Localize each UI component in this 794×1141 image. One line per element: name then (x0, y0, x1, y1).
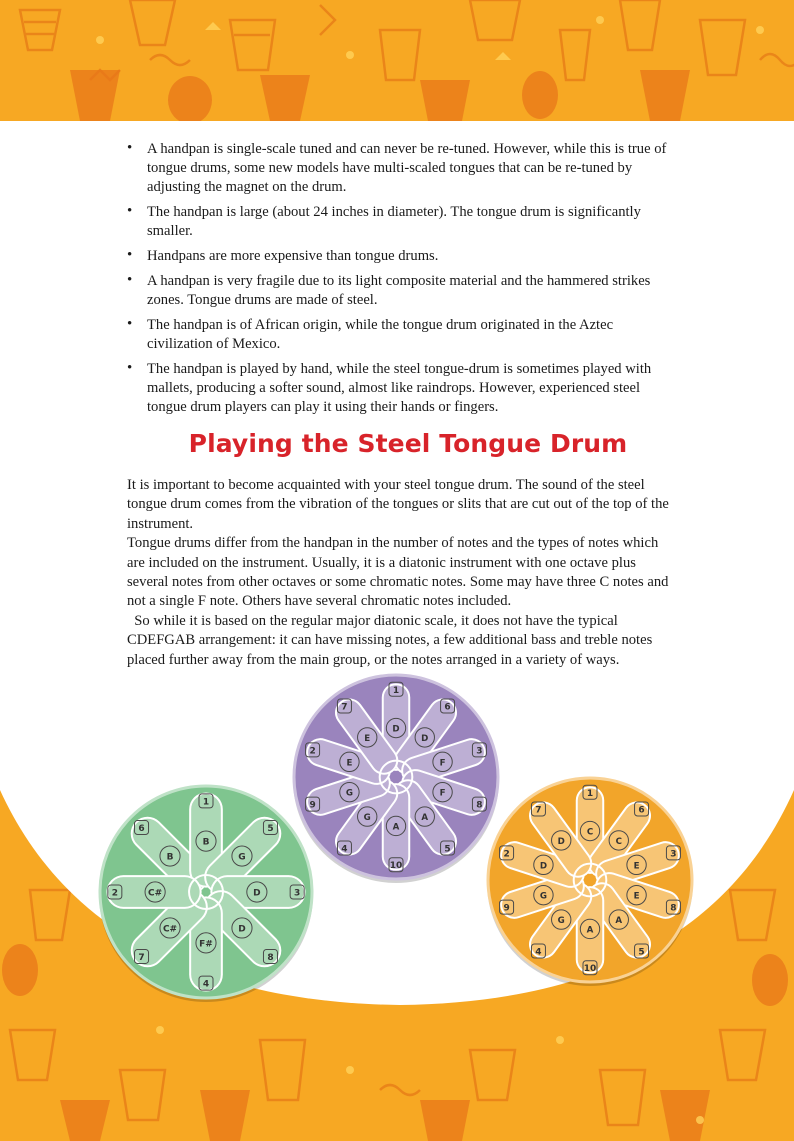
tongue-number-label: 7 (341, 702, 348, 713)
tongue-number-label: 6 (638, 805, 645, 816)
tongue-number-label: 4 (202, 979, 210, 990)
bullet-text: The handpan is played by hand, while the steel tongue-drum is sometimes played with mallets, producing a softer sound, almost like raindrops. However, experienced steel tongue drum players can play it using their hands or fingers. (147, 361, 652, 415)
bullet-item (127, 203, 667, 241)
tongue-note-label: A (586, 925, 594, 936)
bullet-glyph: • (127, 140, 133, 156)
tongue-note-label: C# (148, 888, 163, 899)
tongue-note-label: D (557, 836, 565, 847)
tongue-number-label: 3 (670, 849, 677, 860)
green-tongue-drum-diagram (94, 780, 318, 1004)
tongue-note-label: C (586, 827, 594, 838)
bullet-glyph: • (127, 272, 133, 288)
section-title: Playing the Steel Tongue Drum (188, 429, 628, 458)
tongue-number-label: 1 (392, 685, 400, 696)
bullet-glyph: • (127, 203, 133, 219)
tongue-note-label: D (539, 861, 548, 872)
orange-tongue-drum-diagram (482, 772, 698, 988)
body-text (127, 476, 672, 670)
tongue-note-label: E (346, 758, 353, 769)
tongue-number-label: 8 (670, 903, 677, 914)
tongue-note-label: G (238, 852, 246, 863)
tongue-note-label: D (392, 724, 400, 735)
tongue-number-label: 2 (309, 746, 316, 757)
tongue-note-label: B (202, 837, 210, 848)
tongue-number-label: 6 (138, 824, 145, 835)
tongue-note-label: D (253, 888, 261, 899)
tongue-note-label: G (539, 891, 547, 902)
bullet-text: Handpans are more expensive than tongue drums. (147, 248, 439, 264)
tongue-number-label: 4 (341, 844, 348, 855)
orange-drum-svg (482, 772, 698, 988)
bullet-item (127, 247, 667, 266)
bullet-item (127, 360, 667, 417)
tongue-note-label: G (363, 813, 371, 824)
tongue-note-label: C (615, 836, 622, 847)
purple-drum-svg (288, 669, 504, 885)
tongue-number-label: 10 (389, 861, 403, 872)
tongue-note-label: F# (199, 939, 213, 950)
tongue-number-label: 5 (267, 824, 274, 835)
bullet-text: A handpan is single-scale tuned and can never be re-tuned. However, while this is true of tongue drums, some new models have multi-scaled tongues that can be re-tuned by adjusting the magnet on the drum. (147, 141, 667, 195)
bullet-text: The handpan is of African origin, while the tongue drum originated in the Aztec civilization of Mexico. (147, 317, 614, 352)
paragraph: Tongue drums differ from the handpan in the number of notes and the types of notes which are included on the instrument. Usually, it is a diatonic instrument with one octave plus several notes from other octaves or some chromatic notes. Some may have three C notes and not a single F note. Others have several chromatic notes included. (127, 535, 669, 610)
bullet-text: The handpan is large (about 24 inches in diameter). The tongue drum is significantly smaller. (147, 204, 641, 239)
tongue-number-label: 2 (111, 888, 118, 899)
bullet-item (127, 272, 667, 310)
tongue-number-label: 4 (535, 947, 542, 958)
tongue-note-label: A (392, 822, 400, 833)
tongue-number-label: 1 (202, 797, 210, 808)
bullet-text: A handpan is very fragile due to its light composite material and the hammered strikes zones. Tongue drums are made of steel. (147, 273, 651, 308)
paragraph: It is important to become acquainted with your steel tongue drum. The sound of the steel tongue drum comes from the vibration of the tongues or slits that are cut out of the top of the instrument. (127, 477, 669, 532)
tongue-note-label: E (633, 861, 640, 872)
tongue-note-label: F (439, 788, 446, 799)
tongue-number-label: 5 (444, 844, 451, 855)
bullet-glyph: • (127, 247, 133, 263)
tongue-number-label: 7 (138, 952, 145, 963)
tongue-number-label: 10 (583, 964, 597, 975)
paragraph: So while it is based on the regular major diatonic scale, it does not have the typical CDEFGAB arrangement: it can have missing notes, a few additional bass and treble notes placed further away from the main group, or the notes arranged in a variety of ways. (127, 612, 656, 668)
bullet-glyph: • (127, 360, 133, 376)
tongue-number-label: 9 (503, 903, 510, 914)
tongue-note-label: D (421, 733, 429, 744)
tongue-number-label: 5 (638, 947, 645, 958)
tongue-note-label: A (615, 916, 623, 927)
tongue-number-label: 1 (586, 788, 594, 799)
tongue-note-label: A (421, 813, 429, 824)
tongue-note-label: F (439, 758, 446, 769)
bullet-item (127, 140, 667, 197)
tongue-note-label: C# (162, 924, 178, 935)
tongue-number-label: 8 (267, 952, 274, 963)
tongue-note-label: E (633, 891, 640, 902)
tongue-note-label: G (557, 916, 565, 927)
tongue-note-label: G (345, 788, 353, 799)
comparison-bullet-list (127, 140, 667, 423)
tongue-note-label: B (166, 852, 174, 863)
tongue-number-label: 6 (444, 702, 451, 713)
tongue-note-label: D (238, 924, 246, 935)
bullet-item (127, 316, 667, 354)
purple-tongue-drum-diagram (288, 669, 504, 885)
green-drum-svg (94, 780, 318, 1004)
tongue-number-label: 2 (503, 849, 510, 860)
tongue-number-label: 3 (476, 746, 483, 757)
top-decorative-band (0, 0, 794, 121)
tongue-number-label: 3 (294, 888, 301, 899)
tongue-note-label: E (364, 733, 371, 744)
drum-tongue (196, 794, 216, 871)
tongue-number-label: 9 (309, 800, 316, 811)
drum-tongue (108, 882, 185, 902)
tongue-number-label: 7 (535, 805, 542, 816)
tongue-number-label: 8 (476, 800, 483, 811)
bullet-glyph: • (127, 316, 133, 332)
drum-tongue (196, 913, 216, 990)
